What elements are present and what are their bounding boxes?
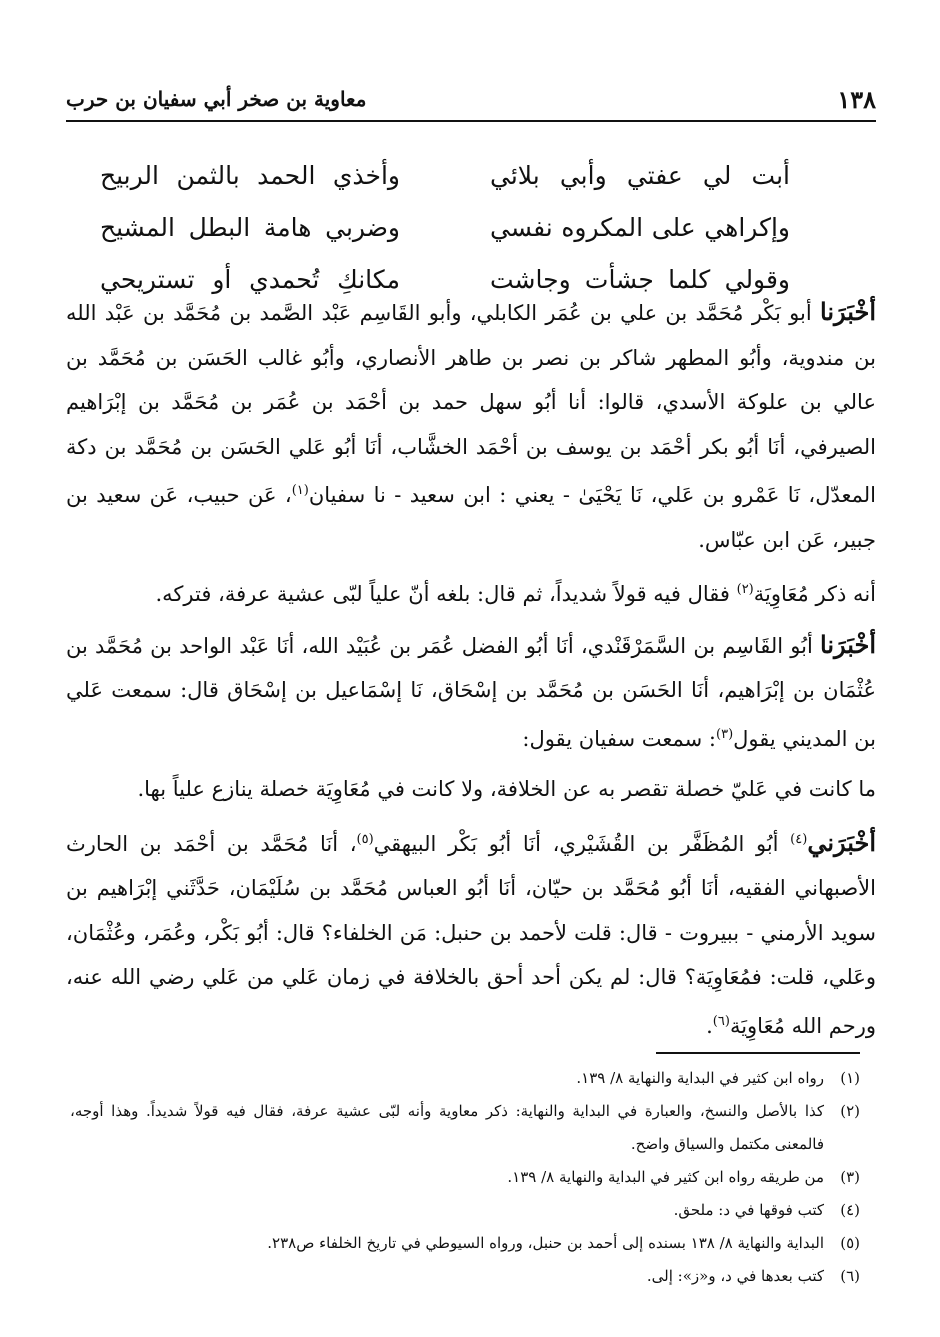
footnote-number: (٥) <box>840 1234 860 1252</box>
paragraph-text: . <box>706 1013 713 1038</box>
footnote-marker: (٣) <box>716 726 734 742</box>
footnote-divider <box>656 1052 860 1054</box>
lead-word: أخْبَرَنا <box>820 297 876 326</box>
poem <box>100 152 790 302</box>
paragraph-text: أبو بَكْر مُحَمَّد بن علي بن عُمَر الكابلي، وأبو القَاسِم عَبْد الصَّمد بن مُحَمَّد بن عَبْد الله بن مندوية، وأبُو المطهر شاكر بن نصر بن طاهر الأنصاري، وأبُو غالب الحَسَن بن مُحَمَّد بن عالي بن علوكة الأسدي، قالوا: أنا أبُو سهل حمد بن أحْمَد بن عُمَر بن مُحَمَّد بن إبْرَاهيم الصيرفي، أنَا أبُو بكر أحْمَد بن يوسف بن أحْمَد الخشَّاب، أنَا أبُو عَلي الحَسَن بن مُحَمَّد بن دكة المعدّل، نَا عَمْرو بن عَلي، نَا يَحْيَىٰ - يعني : ابن سعيد - نا سفيان <box>66 301 876 507</box>
footnote-marker: (٦) <box>712 1013 730 1029</box>
footnote <box>70 1194 860 1227</box>
paragraph-text: أبُو المُظَفَّر بن القُشَيْري، أنَا أبُو بَكْر البيهقي <box>373 831 791 856</box>
footnote-marker: (٤) <box>790 831 808 847</box>
footnote-number: (٦) <box>840 1267 860 1285</box>
poem-verse <box>100 204 790 250</box>
footnote-number: (٣) <box>840 1168 860 1186</box>
paragraph-text: ما كانت في عَليّ خصلة تقصر به عن الخلافة، ولا كانت في مُعَاوِيَة خصلة ينازع علياً بها. <box>137 777 876 801</box>
footnote-text: من طريقه رواه ابن كثير في البداية والنهاية ٨/ ١٣٩. <box>507 1168 824 1186</box>
footnote <box>70 1095 860 1161</box>
paragraph-text: ، عَن حبيب، عَن سعيد بن جبير، عَن ابن عبّاس. <box>66 483 876 552</box>
verse-second-hemistich: مكانكِ تُحمدي أو تستريحي <box>100 264 400 294</box>
verse-second-hemistich: وأخذي الحمد بالثمن الربيح <box>100 160 400 190</box>
poem-verse <box>100 152 790 198</box>
footnote-marker: (٢) <box>736 582 754 597</box>
footnote-number: (٤) <box>840 1201 860 1219</box>
footnote-text: كتب بعدها في د، و«ز»: إلى. <box>646 1267 824 1285</box>
footnote <box>70 1260 860 1293</box>
main-text <box>66 290 876 1054</box>
footnote-text: رواه ابن كثير في البداية والنهاية ٨/ ١٣٩. <box>576 1069 824 1087</box>
footnote <box>70 1227 860 1260</box>
footnote <box>70 1062 860 1095</box>
paragraph-report-2 <box>66 767 876 812</box>
footnote-text: كتب فوقها في د: ملحق. <box>673 1201 824 1219</box>
paragraph-isnad-2 <box>66 623 876 762</box>
paragraph-text: أبُو القَاسِم بن السَّمَرْقَنْدي، أنَا أبُو الفضل عُمَر بن عُبَيْد الله، أنَا عَبْد الواحد بن مُحَمَّد بن عُثْمَان بن إبْرَاهيم، أنَا الحَسَن بن مُحَمَّد بن إسْحَاق، نَا إسْمَاعيل بن إسْحَاق قال: سمعت عَلي بن المديني يقول <box>66 633 876 751</box>
paragraph-isnad-1 <box>66 290 876 562</box>
paragraph-text: : سمعت سفيان يقول: <box>522 726 717 751</box>
page-number: ١٣٨ <box>837 84 876 114</box>
verse-second-hemistich: وضربي هامة البطل المشيح <box>100 212 400 242</box>
verse-first-hemistich: وقولي كلما جشأت وجاشت <box>490 264 790 294</box>
lead-word: أخْبَرَني <box>807 827 876 857</box>
footnote <box>70 1161 860 1194</box>
footnotes <box>70 1062 860 1293</box>
footnote-number: (٢) <box>840 1102 860 1120</box>
paragraph-isnad-3 <box>66 818 876 1049</box>
footnote-text: كذا بالأصل والنسخ، والعبارة في البداية والنهاية: ذكر معاوية وأنه لبّى عشية عرفة، فقال فيه قولاً شديداً. وهذا أوجه، فالمعنى مكتمل والسياق واضح. <box>70 1102 825 1153</box>
verse-first-hemistich: وإكراهي على المكروه نفسي <box>490 212 790 242</box>
page-header <box>66 78 876 122</box>
verse-first-hemistich: أبت لي عفتي وأبي بلائي <box>490 160 790 190</box>
paragraph-text: ، أنَا مُحَمَّد بن أحْمَد بن الحارث الأصبهاني الفقيه، أنَا أبُو مُحَمَّد بن حيّان، أنَا أبُو العباس مُحَمَّد بن سُلَيْمَان، حَدَّثَني إبْرَاهيم بن سويد الأرمني - ببيروت - قال: قلت لأحمد بن حنبل: مَن الخلفاء؟ قال: أبُو بَكْر، وعُمَر، وعُثْمَان، وعَلي، قلت: فمُعَاوِيَة؟ قال: لم يكن أحد أحق بالخلافة في زمان عَلي من عَلي رضي الله عنه، ورحم الله مُعَاوِيَة <box>66 831 876 1038</box>
paragraph-text: فقال فيه قولاً شديداً، ثم قال: بلغه أنّ علياً لبّى عشية عرفة، فتركه. <box>155 582 737 606</box>
paragraph-text: أنه ذكر مُعَاوِيَة <box>753 582 876 606</box>
paragraph-report-1 <box>66 568 876 617</box>
footnote-marker: (١) <box>291 483 309 498</box>
lead-word: أخْبَرَنا <box>820 629 876 659</box>
footnote-number: (١) <box>840 1069 860 1087</box>
footnote-text: البداية والنهاية ٨/ ١٣٨ بسنده إلى أحمد بن حنبل، ورواه السيوطي في تاريخ الخلفاء ص٢٣٨. <box>267 1234 824 1252</box>
footnote-marker: (٥) <box>356 831 374 847</box>
running-title: معاوية بن صخر أبي سفيان بن حرب <box>66 87 367 111</box>
